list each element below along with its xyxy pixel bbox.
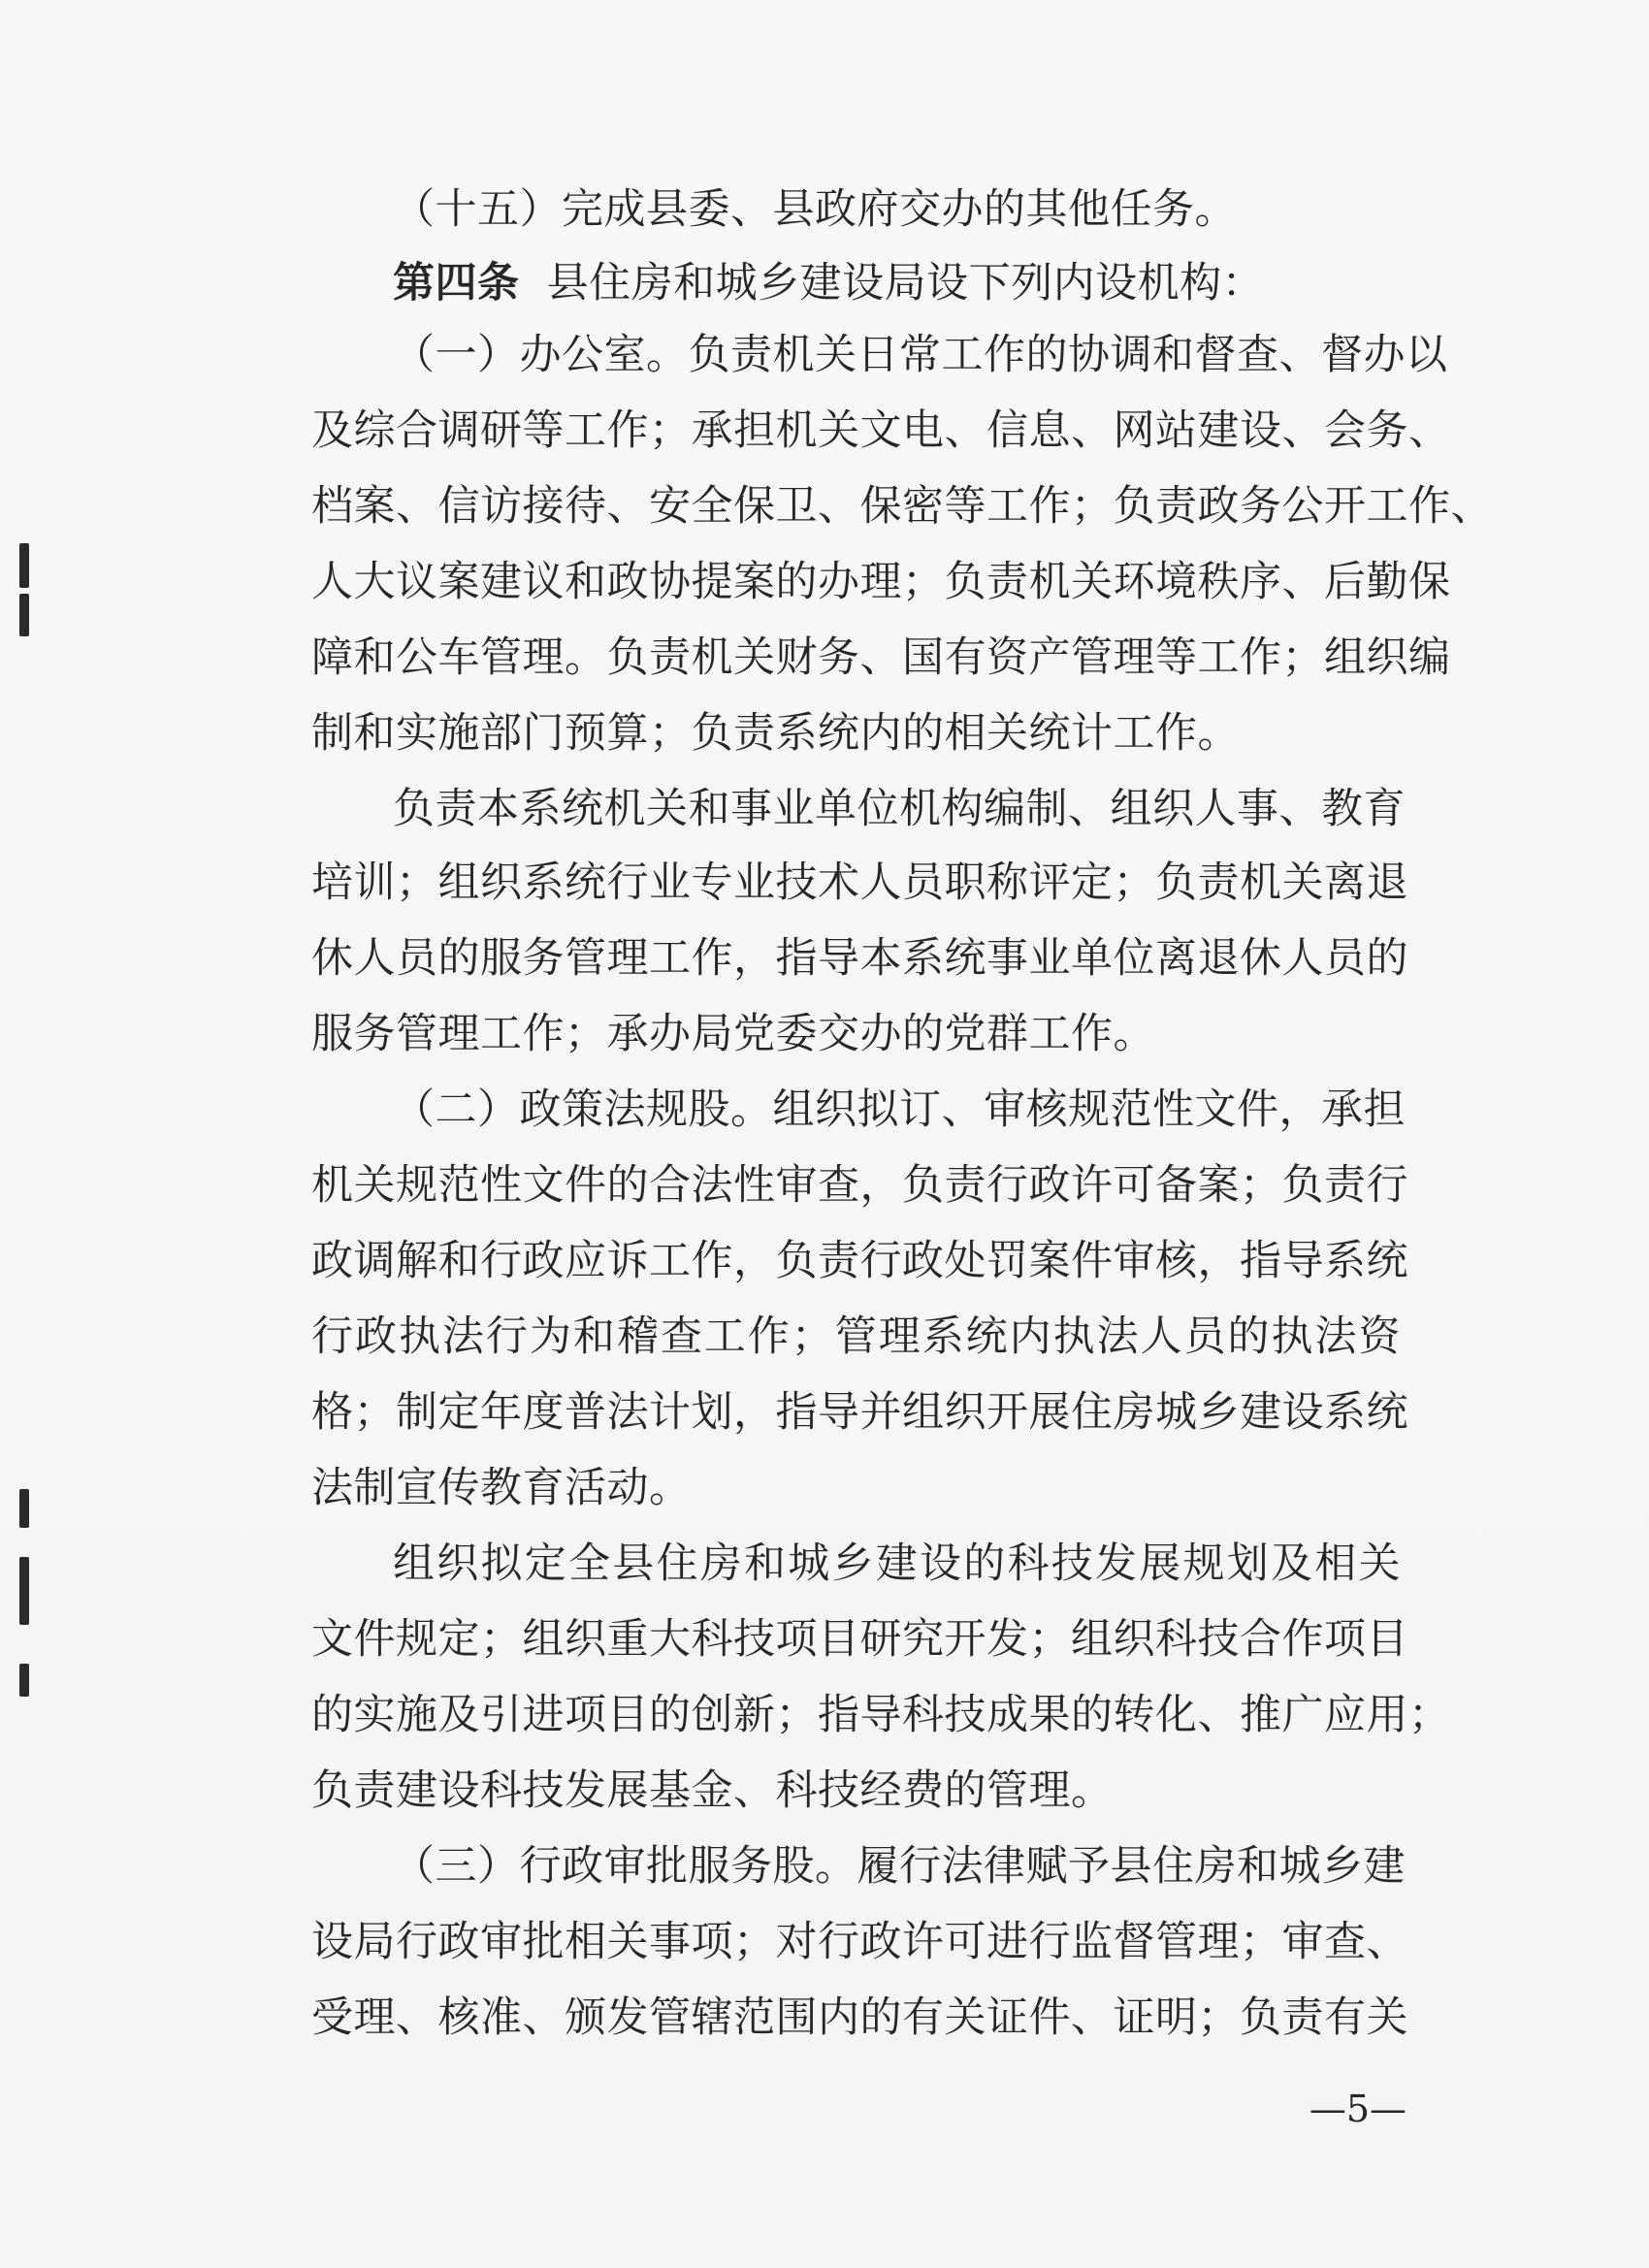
- text-line: 档案、信访接待、安全保卫、保密等工作；负责政务公开工作、: [311, 482, 1493, 531]
- binding-mark: [19, 594, 29, 636]
- page-number: —5—: [1309, 2088, 1406, 2130]
- text-line: 负责建设科技发展基金、科技经费的管理。: [311, 1766, 1114, 1815]
- text-line: 格；制定年度普法计划，指导并组织开展住房城乡建设系统: [311, 1388, 1408, 1437]
- text-line: 组织拟定全县住房和城乡建设的科技发展规划及相关: [393, 1539, 1401, 1588]
- text-line: （十五）完成县委、县政府交办的其他任务。: [393, 185, 1237, 234]
- binding-mark: [19, 1664, 29, 1697]
- text-line: （二）政策法规股。组织拟订、审核规范性文件，承担: [393, 1085, 1406, 1134]
- text-line: 行政执法行为和稽查工作；管理系统内执法人员的执法资: [311, 1312, 1401, 1361]
- article-heading: 第四条: [393, 259, 520, 308]
- text-line: （一）办公室。负责机关日常工作的协调和督查、督办以: [393, 331, 1448, 379]
- text-line: 培训；组织系统行业专业技术人员职称评定；负责机关离退: [311, 859, 1408, 907]
- text-line: 设局行政审批相关事项；对行政许可进行监督管理；审查、: [311, 1918, 1408, 1966]
- text-line: 文件规定；组织重大科技项目研究开发；组织科技合作项目: [311, 1615, 1408, 1664]
- binding-mark: [19, 1489, 29, 1528]
- text-line: 政调解和行政应诉工作，负责行政处罚案件审核，指导系统: [311, 1237, 1408, 1285]
- text-line: 受理、核准、颁发管辖范围内的有关证件、证明；负责有关: [311, 1993, 1408, 2042]
- text-line: 障和公车管理。负责机关财务、国有资产管理等工作；组织编: [311, 633, 1451, 682]
- text-line: 法制宣传教育活动。: [311, 1464, 692, 1512]
- text-line: 县住房和城乡建设局设下列内设机构：: [546, 259, 1265, 308]
- text-line: 制和实施部门预算；负责系统内的相关统计工作。: [311, 709, 1240, 758]
- text-line: 机关规范性文件的合法性审查，负责行政许可备案；负责行: [311, 1161, 1408, 1210]
- binding-mark: [19, 543, 29, 588]
- text-line: 及综合调研等工作；承担机关文电、信息、网站建设、会务、: [311, 406, 1451, 455]
- text-line: （三）行政审批服务股。履行法律赋予县住房和城乡建: [393, 1842, 1406, 1891]
- text-line: 人大议案建议和政协提案的办理；负责机关环境秩序、后勤保: [311, 558, 1451, 606]
- text-line: 负责本系统机关和事业单位机构编制、组织人事、教育: [393, 785, 1406, 833]
- binding-mark: [19, 1557, 29, 1625]
- text-line: 休人员的服务管理工作，指导本系统事业单位离退休人员的: [311, 934, 1408, 983]
- text-line: 服务管理工作；承办局党委交办的党群工作。: [311, 1010, 1155, 1058]
- text-line: 的实施及引进项目的创新；指导科技成果的转化、推广应用；: [311, 1691, 1451, 1739]
